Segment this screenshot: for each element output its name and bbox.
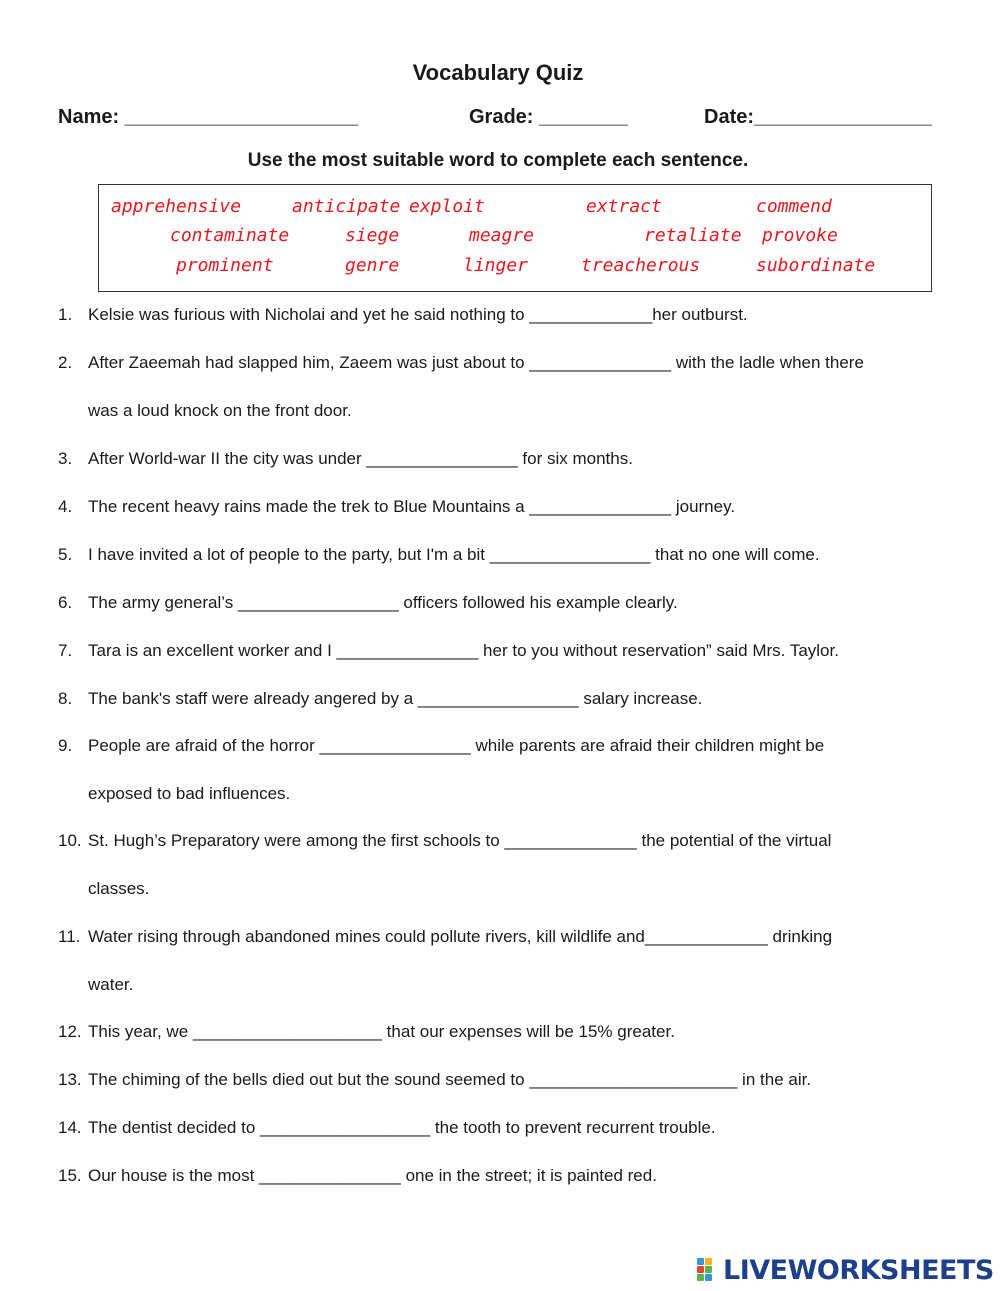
question-number: 9. [58, 736, 73, 755]
question-number: 3. [58, 449, 73, 468]
word-bank [98, 184, 932, 292]
word-bank-item: siege [345, 225, 400, 246]
question-number: 14. [58, 1118, 82, 1137]
question-text: The army general’s _________________ officers followed his example clearly. [88, 593, 678, 612]
logo-blocks-icon [697, 1258, 723, 1282]
word-bank-item: prominent [176, 255, 274, 276]
logo-block [705, 1266, 712, 1273]
word-bank-item: commend [756, 196, 832, 217]
question-number: 12. [58, 1022, 82, 1041]
name-field[interactable]: Name: _____________________ [58, 106, 359, 128]
word-bank-item: apprehensive [111, 196, 242, 217]
question-number: 10. [58, 831, 82, 850]
word-bank-item: subordinate [756, 255, 876, 276]
logo-block [697, 1258, 704, 1265]
question-text: Our house is the most _______________ one in the street; it is painted red. [88, 1166, 657, 1185]
question-number: 6. [58, 593, 73, 612]
grade-field[interactable]: Grade: ________ [469, 106, 629, 128]
date-field[interactable]: Date:________________ [704, 106, 932, 128]
word-bank-item: linger [463, 255, 529, 276]
logo-block [697, 1274, 704, 1281]
question-text: Water rising through abandoned mines could pollute rivers, kill wildlife and_____________ drinking [88, 927, 833, 946]
question-text: The dentist decided to __________________ the tooth to prevent recurrent trouble. [88, 1118, 716, 1137]
question-text: This year, we ____________________ that our expenses will be 15% greater. [88, 1022, 675, 1041]
question-number: 15. [58, 1166, 82, 1185]
question-text: I have invited a lot of people to the party, but I'm a bit _________________ that no one will come. [88, 545, 820, 564]
word-bank-item: anticipate [292, 196, 401, 217]
word-bank-item: genre [345, 255, 400, 276]
logo-block [705, 1258, 712, 1265]
question-number: 5. [58, 545, 73, 564]
question-text: The bank's staff were already angered by a _________________ salary increase. [88, 689, 703, 708]
logo-block [705, 1274, 712, 1281]
logo-text: LIVEWORKSHEETS [723, 1255, 994, 1286]
question-text: The chiming of the bells died out but the sound seemed to ______________________ in the air. [88, 1070, 812, 1089]
word-bank-item: contaminate [170, 225, 290, 246]
question-text: The recent heavy rains made the trek to Blue Mountains a _______________ journey. [88, 497, 736, 516]
word-bank-item: extract [586, 196, 662, 217]
question-text: Kelsie was furious with Nicholai and yet he said nothing to _____________her outburst. [88, 305, 748, 324]
question-number: 11. [58, 927, 81, 946]
question-text: After World-war II the city was under ________________ for six months. [88, 449, 633, 468]
question-text: Tara is an excellent worker and I _______________ her to you without reservation” said Mrs. Taylor. [88, 641, 839, 660]
question-text-continued: was a loud knock on the front door. [88, 401, 352, 420]
word-bank-item: meagre [469, 225, 535, 246]
question-number: 2. [58, 353, 73, 372]
question-number: 8. [58, 689, 73, 708]
question-text-continued: classes. [88, 879, 150, 898]
page-title: Vocabulary Quiz [412, 60, 584, 85]
word-bank-item: exploit [409, 196, 485, 217]
question-text-continued: water. [88, 975, 134, 994]
question-number: 7. [58, 641, 73, 660]
question-text: People are afraid of the horror ________________ while parents are afraid their children might be [88, 736, 825, 755]
word-bank-item: provoke [762, 225, 838, 246]
question-number: 4. [58, 497, 73, 516]
question-number: 13. [58, 1070, 82, 1089]
instructions: Use the most suitable word to complete each sentence. [247, 150, 749, 171]
question-text-continued: exposed to bad influences. [88, 784, 291, 803]
word-bank-item: treacherous [581, 255, 701, 276]
question-text: After Zaeemah had slapped him, Zaeem was just about to _______________ with the ladle when there [88, 353, 864, 372]
logo-block [697, 1266, 704, 1273]
word-bank-item: retaliate [644, 225, 742, 246]
question-number: 1. [58, 305, 73, 324]
question-text: St. Hugh’s Preparatory were among the first schools to ______________ the potential of the virtual [88, 831, 832, 850]
